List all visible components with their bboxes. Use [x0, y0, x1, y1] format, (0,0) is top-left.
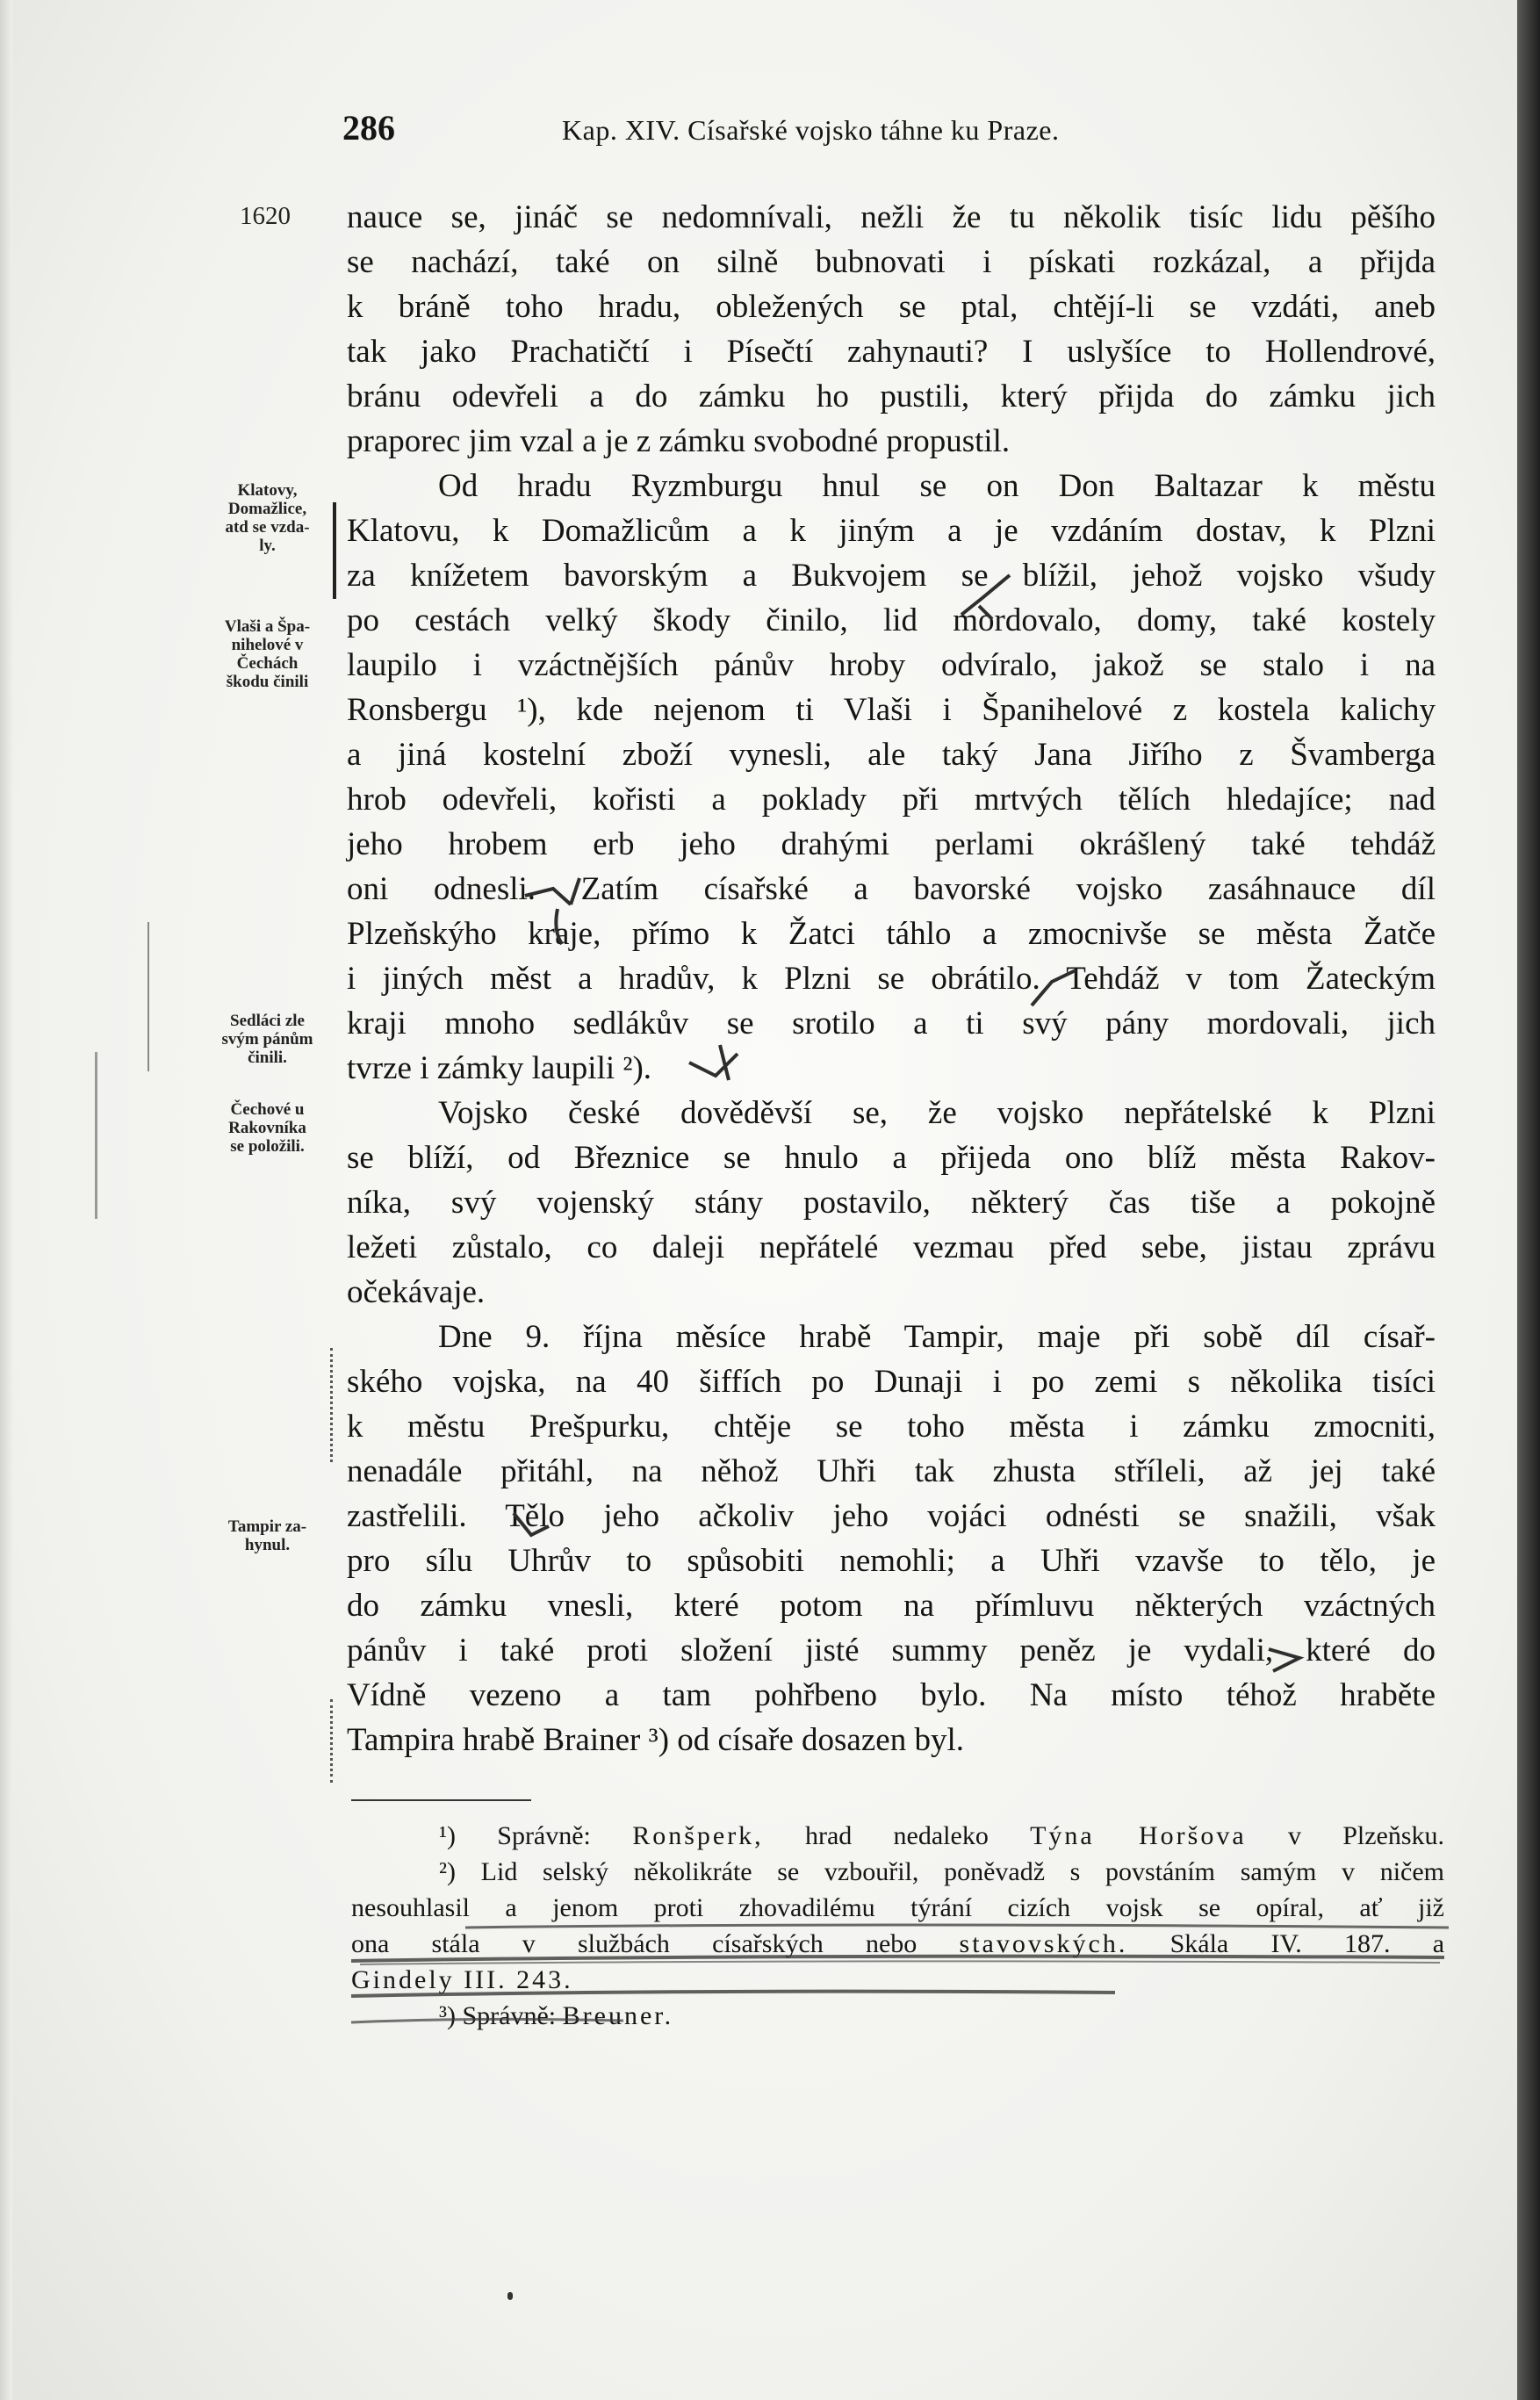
footnote-spaced-name: Breuner.	[562, 2001, 674, 2030]
footnote-text: hrad nedaleko	[804, 1821, 989, 1850]
text-line: Od hradu Ryzmburgu hnul se on Don Baltazar k městu	[438, 468, 1436, 504]
margin-note-line: hynul.	[244, 1536, 291, 1554]
pencil-annotation-mark	[957, 571, 1018, 623]
footnote-text: v Plzeňsku.	[1287, 1821, 1445, 1850]
footnote-spaced-name: Týna Horšova	[1030, 1821, 1247, 1850]
pencil-annotation-mark	[1027, 966, 1080, 1010]
text-line: laupilo i vzáctnějších pánův hroby odvíralo, jakož se stalo i na	[347, 647, 1436, 683]
footnote-2-line: ²) Lid selský několikráte se vzbouřil, poněvadž s povstáním samým v ničem	[439, 1857, 1444, 1886]
text-line: praporec jim vzal a je z zámku svobodné propustil.	[347, 423, 1011, 459]
text-line: se blíží, od Březnice se hnulo a přijeda ono blíž města Rakov-	[347, 1140, 1436, 1176]
margin-note-line: se položili.	[230, 1137, 305, 1156]
text-line: pánův i také proti složení jisté summy peněz je vydali, které do	[347, 1632, 1436, 1668]
text-line: kraji mnoho sedlákův se srotilo a ti svý pány mordovali, jich	[347, 1005, 1436, 1041]
text-line: a jiná kostelní zboží vynesli, ale taký Jana Jiřího z Švamberga	[347, 737, 1436, 773]
footnote-2-line: Gindely III. 243.	[351, 1965, 573, 1994]
margin-note-line: Klatovy,	[237, 481, 298, 500]
text-line: k městu Prešpurku, chtěje se toho města i zámku zmocniti,	[347, 1409, 1436, 1445]
margin-note-line: Sedláci zle	[230, 1012, 305, 1030]
pencil-annotation-mark	[518, 869, 623, 948]
text-line: Plzeňskýho kraje, přímo k Žatci táhlo a zmocnivše se města Žatče	[347, 916, 1436, 952]
text-line: tvrze i zámky laupili ²).	[347, 1050, 652, 1086]
footnote-text: ¹) Správně:	[439, 1821, 591, 1850]
margin-note-line: ly.	[259, 537, 276, 555]
pencil-annotation-mark	[685, 1036, 755, 1089]
pencil-annotation-mark	[509, 1509, 553, 1544]
margin-brace	[333, 502, 342, 599]
text-line: ležeti zůstalo, co daleji nepřátelé vezmau před sebe, jistau zprávu	[347, 1229, 1436, 1265]
footnote-1	[351, 1818, 1444, 1854]
pencil-annotation-mark	[1264, 1640, 1317, 1676]
footnote-spaced-name: stavovských.	[959, 1929, 1128, 1958]
text-line: Vídně vezeno a tam pohřbeno bylo. Na místo téhož hraběte	[347, 1677, 1436, 1713]
page-right-edge-shadow	[1517, 0, 1540, 2400]
text-line: zastřelili. Tělo jeho ačkoliv jeho vojáci odnésti se snažili, však	[347, 1498, 1436, 1534]
margin-note-cechove	[195, 1100, 340, 1156]
text-line: Tampira hrabě Brainer ³) od císaře dosazen byl.	[347, 1722, 964, 1758]
running-title: Kap. XIV. Císařské vojsko táhne ku Praze.	[562, 114, 1060, 146]
pencil-margin-mark	[148, 922, 155, 1071]
text-line: ského vojska, na 40 šiffích po Dunaji i po zemi s několika tisíci	[347, 1364, 1436, 1400]
text-line: se nachází, také on silně bubnovati i pískati rozkázal, a přijda	[347, 244, 1436, 280]
text-line: nenadále přitáhl, na něhož Uhři tak zhusta stříleli, až jej také	[347, 1453, 1436, 1489]
page-left-edge	[0, 0, 12, 2400]
margin-note-vlasi	[195, 617, 340, 691]
text-line: Klatovu, k Domažlicům a k jiným a je vzdáním dostav, k Plzni	[347, 513, 1436, 549]
text-line: za knížetem bavorským a Bukvojem se blížil, jehož vojsko všudy	[347, 558, 1436, 594]
text-line: po cestách velký škody činilo, lid mordovalo, domy, také kostely	[347, 602, 1436, 638]
pencil-margin-line	[95, 1052, 97, 1219]
text-line: jeho hrobem erb jeho drahými perlami okrášlený také tehdáž	[347, 826, 1436, 862]
text-line: oni odnesli. Zatím císařské a bavorské vojsko zasáhnauce díl	[347, 871, 1436, 907]
margin-note-line: Čechové u	[230, 1100, 305, 1119]
margin-note-line: škodu činili	[226, 673, 309, 691]
footnote-spaced-name: Ronšperk,	[632, 1821, 764, 1850]
footnote-2-line: nesouhlasil a jenom proti zhovadilému týrání cizích vojsk se opíral, ať již	[351, 1893, 1444, 1922]
text-line: nauce se, jináč se nedomnívali, nežli že tu několik tisíc lidu pěšího	[347, 199, 1436, 235]
text-line: do zámku vnesli, které potom na přímluvu některých vzáctných	[347, 1588, 1436, 1624]
margin-year: 1620	[240, 202, 291, 230]
margin-note-line: činili.	[248, 1049, 287, 1067]
margin-note-line: Čechách	[236, 654, 299, 673]
text-line: hrob odevřeli, kořisti a poklady při mrtvých tělích hledajíce; nad	[347, 782, 1436, 818]
ink-speck	[507, 2292, 513, 2300]
page-header	[342, 107, 1185, 151]
text-line: Dne 9. října měsíce hrabě Tampir, maje při sobě díl císař-	[438, 1319, 1436, 1355]
pencil-underline-scribble	[342, 1919, 1457, 2024]
footnote-text: Skála IV. 187. a	[1169, 1929, 1445, 1958]
margin-note-klatovy	[195, 481, 340, 555]
margin-note-line: Tampir za-	[227, 1517, 307, 1536]
text-line: i jiných měst a hradův, k Plzni se obrátilo. Tehdáž v tom Žateckým	[347, 961, 1436, 997]
page-number: 286	[342, 108, 395, 148]
margin-note-line: Vlaši a Špa-	[224, 617, 311, 636]
margin-note-line: svým pánům	[221, 1030, 313, 1049]
text-line: tak jako Prachatičtí i Písečtí zahynauti? I uslyšíce to Hollendrové,	[347, 334, 1436, 370]
margin-note-line: Rakovníka	[228, 1119, 306, 1137]
text-line: níka, svý vojenský stány postavilo, některý čas tiše a pokojně	[347, 1185, 1436, 1221]
footnote-text: ona stála v službách císařských nebo	[351, 1929, 918, 1958]
footnote-text: ³) Správně:	[439, 2001, 557, 2030]
text-line: očekávaje.	[347, 1274, 486, 1310]
pencil-margin-mark	[330, 1348, 338, 1462]
pencil-margin-mark	[330, 1699, 338, 1783]
text-line: Ronsbergu ¹), kde nejenom ti Vlaši i Španihelové z kostela kalichy	[347, 692, 1436, 728]
text-line: k bráně toho hradu, obležených se ptal, chtějí-li se vzdáti, aneb	[347, 289, 1436, 325]
text-line: Vojsko české dověděvší se, že vojsko nepřátelské k Plzni	[438, 1095, 1436, 1131]
text-line: pro sílu Uhrův to spůsobiti nemohli; a Uhři vzavše to tělo, je	[347, 1543, 1436, 1579]
text-line: bránu odevřeli a do zámku ho pustili, který přijda do zámku jich	[347, 378, 1436, 414]
margin-note-line: nihelové v	[231, 636, 304, 654]
margin-note-sedlaci	[195, 1012, 340, 1067]
margin-note-tampir	[195, 1517, 340, 1554]
footnote-rule	[351, 1799, 531, 1801]
margin-note-line: Domažlice,	[227, 500, 307, 518]
margin-note-line: atd se vzda-	[225, 518, 310, 537]
